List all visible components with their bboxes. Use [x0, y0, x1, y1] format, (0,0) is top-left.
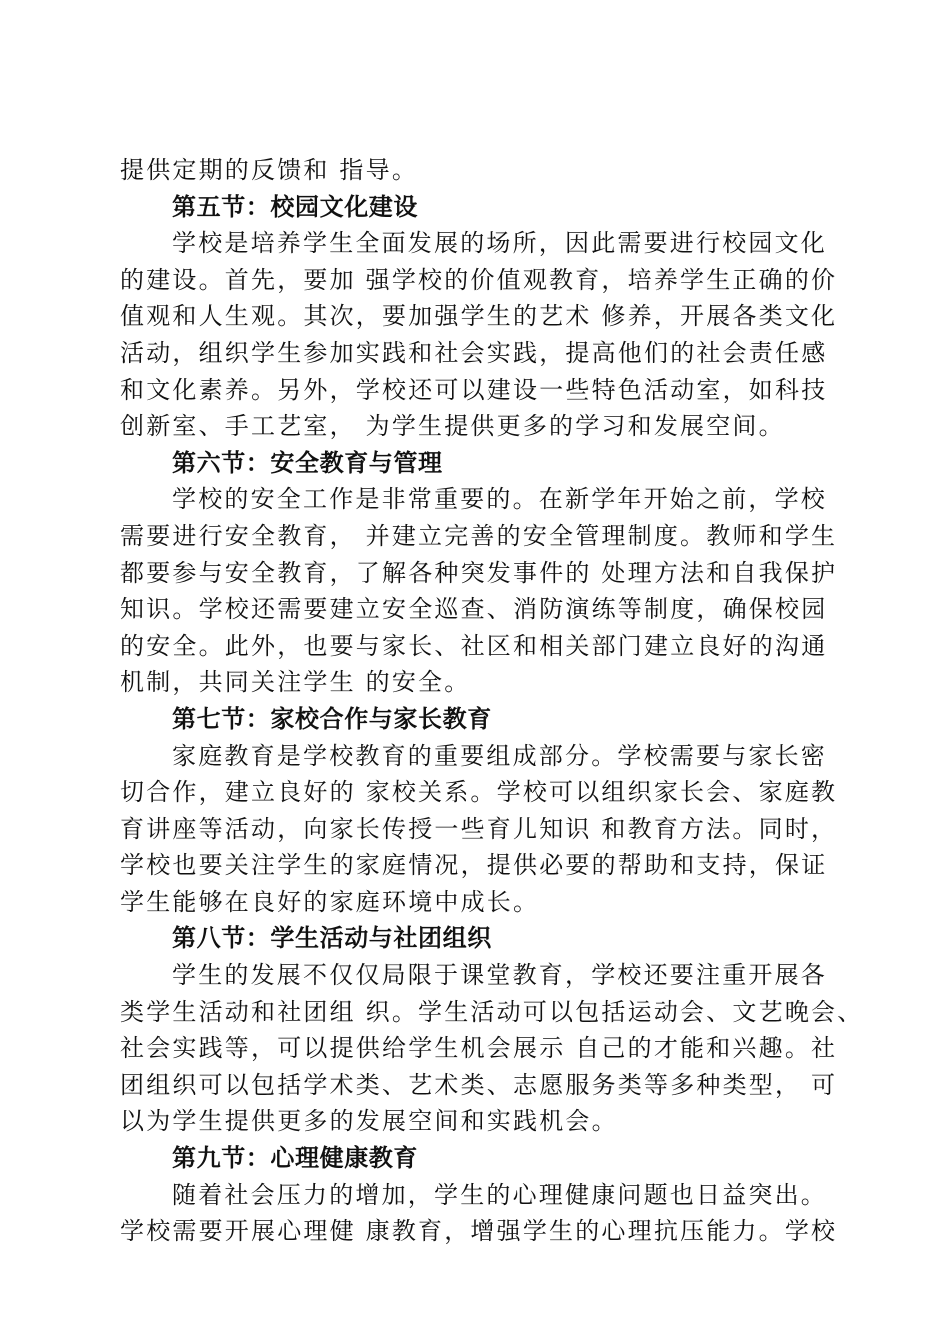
paragraph-first-line: 家庭教育是学校教育的重要组成部分。学校需要与家长密	[172, 741, 827, 770]
paragraph-first-line: 随着社会压力的增加，学生的心理健康问题也日益突出。	[172, 1180, 827, 1209]
body-line: 切合作，建立良好的 家校关系。学校可以组织家长会、家庭教	[120, 778, 838, 807]
body-line: 类学生活动和社团组 织。学生活动可以包括运动会、文艺晚会、	[120, 997, 864, 1026]
section-heading: 第九节：心理健康教育	[172, 1144, 418, 1173]
section-heading: 第八节：学生活动与社团组织	[172, 924, 492, 953]
document-text-column	[120, 152, 864, 1250]
body-line: 创新室、手工艺室， 为学生提供更多的学习和发展空间。	[120, 412, 785, 441]
body-line: 值观和人生观。其次，要加强学生的艺术 修养，开展各类文化	[120, 302, 838, 331]
section-heading: 第六节：安全教育与管理	[172, 448, 443, 477]
paragraph-first-line: 学校是培养学生全面发展的场所，因此需要进行校园文化	[172, 229, 827, 258]
body-line: 都要参与安全教育，了解各种突发事件的 处理方法和自我保护	[120, 558, 838, 587]
body-line: 的建设。首先，要加 强学校的价值观教育，培养学生正确的价	[120, 265, 838, 294]
body-line: 和文化素养。另外，学校还可以建设一些特色活动室，如科技	[120, 375, 828, 404]
body-line: 以为学生提供更多的发展空间和实践机会。	[120, 1107, 618, 1136]
body-line: 学校需要开展心理健 康教育，增强学生的心理抗压能力。学校	[120, 1217, 838, 1246]
body-line: 提供定期的反馈和 指导。	[120, 156, 419, 184]
body-line: 学生能够在良好的家庭环境中成长。	[120, 887, 540, 916]
body-line: 需要进行安全教育， 并建立完善的安全管理制度。教师和学生	[120, 521, 838, 550]
section-heading: 第七节：家校合作与家长教育	[172, 704, 492, 733]
body-line: 育讲座等活动，向家长传授一些育儿知识 和教育方法。同时，	[120, 814, 838, 843]
body-line: 的安全。此外，也要与家长、社区和相关部门建立良好的沟通	[120, 631, 828, 660]
body-line: 机制，共同关注学生 的安全。	[120, 668, 471, 697]
body-line: 社会实践等，可以提供给学生机会展示 自己的才能和兴趣。社	[120, 1034, 838, 1063]
body-line: 团组织可以包括学术类、艺术类、志愿服务类等多种类型， 可	[120, 1070, 838, 1099]
paragraph-first-line: 学校的安全工作是非常重要的。在新学年开始之前，学校	[172, 485, 827, 514]
body-line: 学校也要关注学生的家庭情况，提供必要的帮助和支持，保证	[120, 851, 828, 880]
section-heading: 第五节：校园文化建设	[172, 192, 418, 221]
body-line: 活动，组织学生参加实践和社会实践，提高他们的社会责任感	[120, 338, 828, 367]
paragraph-first-line: 学生的发展不仅仅局限于课堂教育，学校还要注重开展各	[172, 961, 827, 990]
body-line: 知识。学校还需要建立安全巡查、消防演练等制度，确保校园	[120, 595, 828, 624]
